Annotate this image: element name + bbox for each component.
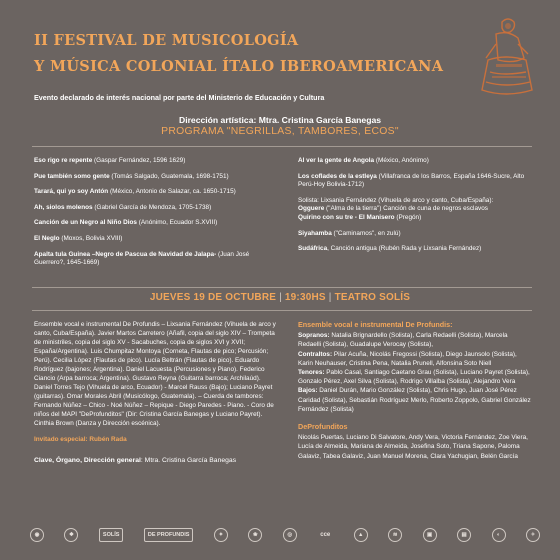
national-interest-subtitle: Evento declarado de interés nacional por parte del Ministerio de Educación y Cultura (34, 93, 325, 102)
program-left-item-title: Pue también somo gente (34, 172, 110, 180)
voice-section-members: Pablo Casal, Santiago Caetano Grau (Solista), Luciano Payret (Solista), Gonzalo Pérez, Axel Silva (Solista), Rodrigo Villalba (Solista), Alejandro Vera (298, 369, 530, 386)
voice-section (298, 368, 532, 386)
logo-9: ▲ (354, 528, 368, 542)
logo-cce: cce (320, 532, 331, 538)
logo-10: ≋ (388, 528, 402, 542)
logo-13: ◐ (492, 528, 506, 542)
divider-event (32, 310, 532, 311)
divider-top (32, 146, 532, 147)
program-right-item-detail: (Villafranca de los Barros, España 1646-Sucre, Alto Perú-Hoy Bolivia-1712) (298, 172, 525, 189)
logo-6: ❀ (248, 528, 262, 542)
program-list-right (298, 157, 532, 261)
program-right-item-detail: (Pregón) (394, 213, 422, 221)
program-right-item-title: Ogguere (298, 205, 325, 213)
program-left-item-detail: (Gabriel García de Mendoza, 1705-1738) (92, 203, 212, 211)
voice-section (298, 331, 532, 349)
logo-12: ▤ (457, 528, 471, 542)
colonial-figure-illustration (466, 14, 538, 98)
deprofunditos-title: DeProfunditos (298, 422, 348, 432)
voice-section-members: Daniel Durán, Mario González (Solista), Chris Hugo, Juan José Pérez Caridad (Solista), Sebastián Rodríguez Merlo, Roberto Zoppolo, Gabriel González Fernández (Solista) (298, 387, 531, 413)
logo-7: ◎ (283, 528, 297, 542)
closing-credit-value: : Mtra. Cristina García Banegas (140, 457, 237, 464)
program-left-item-title: Ah, siolos molenos (34, 203, 93, 211)
program-left-item (34, 219, 274, 228)
artistic-director: Dirección artística: Mtra. Cristina García Banegas (178, 115, 382, 125)
program-left-item-detail: (Gaspar Fernández, 1596 1629) (92, 157, 186, 164)
voice-section-label: Bajos: (298, 387, 318, 395)
logo-de-profundis: DE PROFUNDIS (144, 528, 194, 542)
logo-5: ✦ (214, 528, 228, 542)
program-right-item-title: Siyahamba (298, 229, 332, 237)
closing-credit (34, 456, 278, 465)
program-left-item-detail: (México, Antonio de Salazar, ca. 1650-1715) (108, 188, 236, 196)
program-right-item-title: Sudáfrica (298, 245, 328, 253)
program-right-item (298, 197, 532, 206)
program-right-item (298, 245, 532, 254)
program-right-item-detail: , Canción antigua (Rubén Rada y Lixsania Fernández) (327, 245, 482, 253)
program-right-item-detail: (México, Anónimo) (374, 157, 429, 164)
program-right-item-title: Al ver la gente de Angola (298, 157, 375, 164)
program-left-item-detail: (Juan José Guerrero?, 1645-1669) (34, 250, 250, 267)
program-left-item (34, 235, 274, 244)
program-right-item (298, 205, 532, 214)
program-right-item (298, 214, 532, 223)
program-left-item (34, 204, 274, 213)
program-right-item-detail: Solista: Lixsania Fernández (Vihuela de arco y canto, Cuba/España): (298, 196, 494, 204)
event-date: JUEVES 19 DE OCTUBRE (149, 292, 277, 303)
program-left-item-detail: (Moxos, Bolivia XVIII) (59, 234, 123, 242)
program-left-item-title: Eso rigo re repente (34, 157, 93, 164)
deprofunditos-members: Nicolás Puertas, Luciano Di Salvatore, Andy Vera, Victoria Fernández, Zoe Viera, Lucía de Almeida, Mariana de Almeida, Josefina Soto, Triana Sapone, Paloma Galaviz, Tabea Galaviz, Juan Manuel Morena, Clara Yachugian, Belén García (298, 434, 528, 460)
ensemble-title: Ensemble vocal e instrumental De Profundis: (298, 320, 453, 329)
logo-teatro-solis: SOLÍS (99, 528, 124, 542)
event-venue: TEATRO SOLÍS (334, 292, 411, 303)
voice-section-label: Tenores: (298, 369, 325, 377)
program-list-left (34, 157, 274, 275)
voice-section (298, 386, 532, 414)
event-separator-1: | (279, 292, 282, 303)
program-right-item (298, 230, 532, 239)
program-left-item (34, 188, 274, 197)
performers-body: Ensemble vocal e instrumental De Profundis – Lixsania Fernández (Vihuela de arco y canto, Cuba/España). Javier Martos Carretero (Añafil, copia del siglo XIV – Trompeta de ministriles, copia del siglo XV - Sacabuches, copia de siglos XVI y XVII; España/Argentina). Luis Chumpitaz Montoya (Corneta, Flautas de pico; Percusión; Perú). Cecilia López (Flautas de pico). Lucía Beltrán (Flautas de pico). Eduardo Rodríguez (bajones; Argentina). Daniel Lacuesta (Percusiones y Piano). Federico Ciancio (Arpa barroca; Argentina). Gustavo Reyna (Guitarra barroca; Archilaúd). Daniel Torres Tejo (Vihuela de arco, Ecuador) - Marcel Rauss (Bajo); Luciano Payret (guitarras). Omar Morales Abril (Musicólogo, Guatemala). – Cuerda de tambores: Fernando Núñez – Chico - Noé Núñez – Repique - Diego Paredes - Piano. - Coro de niños del MAPI "DeProfunditos" (Dir: Cristina García Banegas y Luciano Payret). Cinthia Brown (Danza y Dirección escénica). (34, 321, 276, 427)
guest-special: Invitado especial: Rubén Rada (34, 436, 127, 443)
logo-11: ▣ (423, 528, 437, 542)
festival-title-line-1: II FESTIVAL DE MUSICOLOGÍA (34, 32, 299, 49)
program-right-item-detail: ("Alma de la tierra") Canción de cuna de negros esclavos (324, 205, 488, 213)
program-left-item-title: Apalta tula Guinea –Negro de Pascua de Navidad de Jalapa- (34, 250, 217, 258)
program-left-item (34, 173, 274, 182)
program-right-item (298, 173, 532, 190)
voice-section-members: Pilar Acuña, Nicolás Fregossi (Solista), Diego Jaunsolo (Solista), Karin Neuhauser, Cristina Pena, Natalia Prunell, Alfonsina Soto Niell (298, 350, 517, 367)
program-left-item-title: Tarará, qui yo soy Antón (34, 188, 109, 196)
program-right-item (298, 157, 532, 166)
program-left-item-detail: (Anónimo, Ecuador S.XVIII) (136, 219, 218, 227)
program-title: PROGRAMA "NEGRILLAS, TAMBORES, ECOS" (161, 126, 399, 137)
logo-14: ✧ (526, 528, 540, 542)
event-date-venue (0, 292, 560, 303)
program-left-item (34, 157, 274, 166)
festival-title-line-2: Y MÚSICA COLONIAL ÍTALO IBEROAMERICANA (34, 58, 444, 75)
logo-1: ◉ (30, 528, 44, 542)
performers-left (34, 320, 278, 465)
sponsor-logos (30, 524, 540, 546)
program-left-item-title: El Neglo (34, 234, 60, 242)
closing-credit-label: Clave, Órgano, Dirección general (34, 457, 141, 464)
program-right-item-title: Los coflades de la estleya (298, 172, 377, 180)
logo-2: ❖ (64, 528, 78, 542)
event-time: 19:30HS (284, 292, 326, 303)
program-left-item-detail: (Tomás Salgado, Guatemala, 1698-1751) (109, 172, 229, 180)
program-right-item-detail: ("Caminamos", en zulú) (331, 229, 401, 237)
festival-title (34, 28, 454, 80)
program-left-item-title: Canción de un Negro al Niño Dios (34, 219, 137, 227)
performers-right (298, 320, 532, 461)
program-right-item-title: Quirino con su tre - El Manisero (298, 213, 395, 221)
event-separator-2: | (328, 292, 332, 303)
voice-section-label: Sopranos: (298, 332, 330, 340)
voice-section-label: Contraltos: (298, 350, 333, 358)
voice-section-members: Natalia Brignardello (Solista), Carla Redaelli (Solista), Marcela Redaelli (Solista), Guadalupe Verocay (Solista), (298, 332, 508, 349)
voice-section (298, 350, 532, 368)
program-left-item (34, 251, 274, 268)
divider-middle (32, 287, 532, 288)
